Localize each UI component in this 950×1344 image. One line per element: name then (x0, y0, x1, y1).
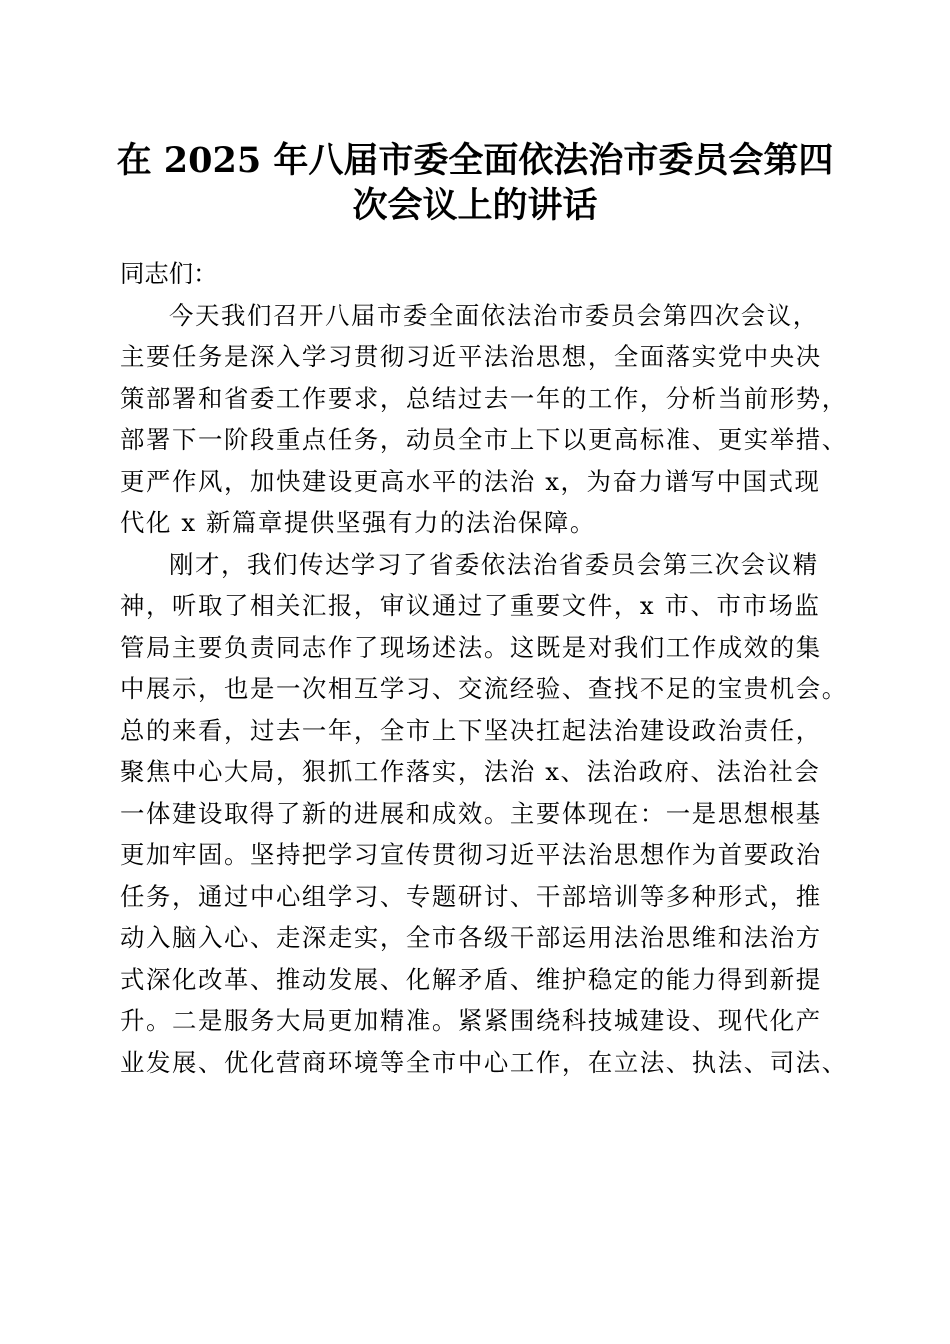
text-line: 神，听取了相关汇报，审议通过了重要文件，x 市、市市场监 (120, 591, 821, 620)
text-line: 中展示，也是一次相互学习、交流经验、查找不足的宝贵机会。 (120, 674, 848, 703)
paragraph-1 (120, 295, 848, 544)
text-line: 刚才，我们传达学习了省委依法治省委员会第三次会议精 (169, 549, 819, 579)
document-title (100, 138, 850, 228)
text-line: 代化 x 新篇章提供坚强有力的法治保障。 (120, 508, 596, 537)
title-line-1: 在 2025 年八届市委全面依法治市委员会第四 (116, 140, 834, 181)
text-line: 任务，通过中心组学习、专题研讨、干部培训等多种形式，推 (120, 881, 822, 911)
document-body (120, 253, 848, 1083)
text-line: 更加牢固。坚持把学习宣传贯彻习近平法治思想作为首要政治 (120, 840, 822, 869)
text-line: 式深化改革、推动发展、化解矛盾、维护稳定的能力得到新提 (120, 964, 822, 994)
text-line: 策部署和省委工作要求，总结过去一年的工作，分析当前形势， (120, 383, 848, 413)
text-line: 管局主要负责同志作了现场述法。这既是对我们工作成效的集 (120, 632, 822, 662)
text-line: 业发展、优化营商环境等全市中心工作，在立法、执法、司法、 (120, 1047, 848, 1077)
paragraph-2 (120, 544, 848, 1084)
text-line: 总的来看，过去一年，全市上下坚决扛起法治建设政治责任， (120, 715, 822, 745)
text-line: 聚焦中心大局，狠抓工作落实，法治 x、法治政府、法治社会 (120, 757, 821, 786)
text-line: 部署下一阶段重点任务，动员全市上下以更高标准、更实举措、 (120, 425, 848, 454)
text-line: 今天我们召开八届市委全面依法治市委员会第四次会议， (169, 300, 819, 330)
text-line: 主要任务是深入学习贯彻习近平法治思想，全面落实党中央决 (120, 342, 822, 371)
text-line: 更严作风，加快建设更高水平的法治 x，为奋力谱写中国式现 (120, 466, 821, 496)
title-line-2: 次会议上的讲话 (352, 185, 598, 226)
text-line: 升。二是服务大局更加精准。紧紧围绕科技城建设、现代化产 (120, 1006, 822, 1035)
salutation: 同志们： (120, 259, 218, 288)
text-line: 动入脑入心、走深走实，全市各级干部运用法治思维和法治方 (120, 923, 822, 952)
text-line: 一体建设取得了新的进展和成效。主要体现在：一是思想根基 (120, 798, 822, 828)
